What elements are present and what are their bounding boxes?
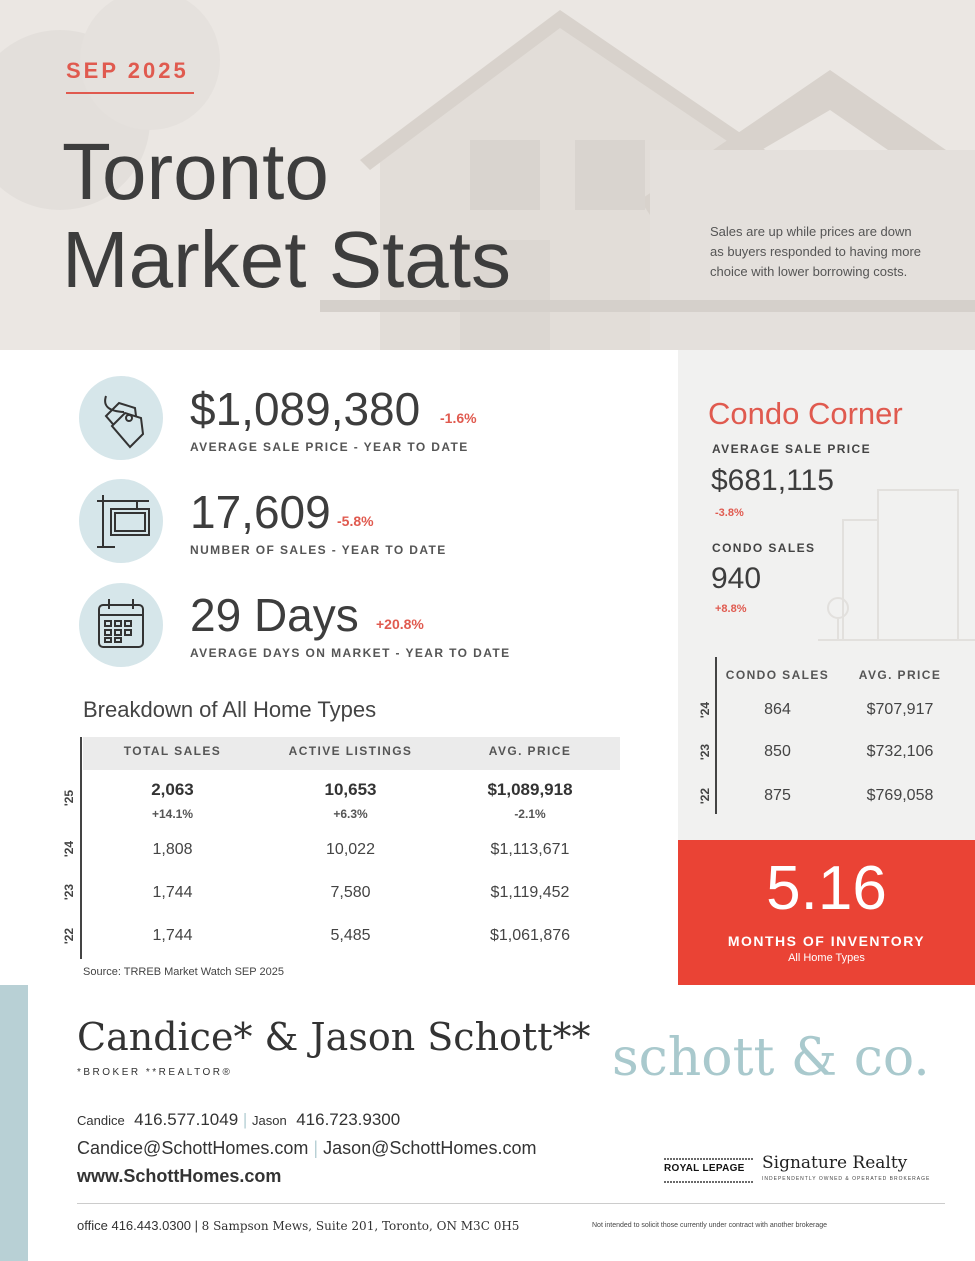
jason-label: Jason [252,1113,287,1128]
table-cell: $732,106 [866,743,934,760]
page-title [62,128,511,304]
website-link[interactable]: www.SchottHomes.com [77,1166,282,1186]
table-year-axis [80,737,82,959]
avg-sale-price-label: AVERAGE SALE PRICE - YEAR TO DATE [190,440,469,454]
table-cell-change: -2.1% [514,807,546,821]
row-year: '24 [698,701,712,719]
table-cell: 1,808 [152,841,193,858]
table-cell: 10,653 [324,780,377,799]
inventory-value: 5.16 [766,854,887,923]
condo-corner-title: Condo Corner [708,396,903,431]
signature-realty-tagline: INDEPENDENTLY OWNED & OPERATED BROKERAGE [762,1176,931,1182]
office-line [77,1218,519,1233]
number-of-sales-value: 17,609 [190,486,331,538]
for-sale-sign-icon [79,479,163,563]
condo-year-axis [715,657,717,814]
footer-divider [77,1203,945,1204]
number-of-sales-label: NUMBER OF SALES - YEAR TO DATE [190,543,447,557]
table-cell: 864 [764,701,791,718]
schott-co-logo: schott & co. [612,1028,930,1088]
office-phone[interactable]: 416.443.0300 [111,1218,191,1233]
agent-roles: *BROKER **REALTOR® [77,1067,233,1078]
table-cell-change: +14.1% [151,807,194,821]
header-total-sales: TOTAL SALES [123,744,222,758]
table-cell: 10,022 [326,841,375,858]
row-year: '25 [62,789,76,807]
table-cell: 1,744 [152,884,193,901]
title-line-2: Market Stats [62,215,512,304]
table-cell: 875 [764,787,791,804]
header-active-listings: ACTIVE LISTINGS [288,744,413,758]
accent-bar [0,985,28,1261]
table-cell: 1,744 [152,927,193,944]
separator: | [194,1218,199,1233]
table-cell: $769,058 [866,787,934,804]
header-avg-price: AVG. PRICE [488,744,572,758]
report-month: SEP 2025 [66,58,189,83]
jason-email-link[interactable]: Jason@SchottHomes.com [323,1138,537,1158]
signature-realty-name: Signature Realty [762,1153,908,1173]
condo-sales-change: +8.8% [715,603,747,615]
source-note: Source: TRREB Market Watch SEP 2025 [83,966,284,978]
royal-lepage-text: ROYAL LEPAGE [664,1163,745,1174]
table-cell: $707,917 [866,701,934,718]
condo-avg-change: -3.8% [715,507,744,519]
month-underline [66,92,194,94]
calendar-icon [79,583,163,667]
candice-phone[interactable]: 416.577.1049 [134,1110,239,1129]
agent-names: Candice* & Jason Schott** [77,1015,591,1059]
row-year: '23 [698,743,712,761]
condo-avg-value: $681,115 [711,464,834,497]
avg-sale-price-value: $1,089,380 [190,383,421,435]
table-cell: $1,119,452 [490,884,570,901]
days-on-market-value: 29 Days [190,589,359,641]
table-cell-change: +6.3% [333,807,368,821]
number-of-sales-change: -5.8% [337,513,374,529]
condo-header-sales: CONDO SALES [725,668,830,682]
intro-text: Sales are up while prices are down as buyers responded to having more choice with lower borrowing costs. [710,224,922,279]
inventory-label: MONTHS OF INVENTORY [727,933,926,949]
jason-phone[interactable]: 416.723.9300 [296,1110,401,1129]
days-on-market-change: +20.8% [376,616,424,632]
table-cell: 7,580 [330,884,371,901]
condo-header-price: AVG. PRICE [858,668,942,682]
breakdown-title: Breakdown of All Home Types [83,697,377,722]
row-year: '23 [62,883,76,901]
table-cell: 5,485 [330,927,371,944]
candice-label: Candice [77,1113,125,1128]
candice-email-link[interactable]: Candice@SchottHomes.com [77,1138,309,1158]
inventory-sub: All Home Types [788,952,865,964]
table-cell: $1,061,876 [489,927,571,944]
separator: | [242,1110,248,1129]
phone-line [77,1110,400,1130]
avg-sale-price-change: -1.6% [440,410,477,426]
condo-sales-label: CONDO SALES [712,541,816,555]
table-cell: 850 [764,743,791,760]
email-line [77,1138,536,1159]
condo-sales-value: 940 [711,562,762,595]
row-year: '22 [698,787,712,805]
condo-avg-label: AVERAGE SALE PRICE [712,442,871,456]
table-cell: 2,063 [151,780,194,799]
disclaimer: Not intended to solicit those currently under contract with another brokerage [592,1222,828,1229]
price-tag-icon [79,376,163,460]
row-year: '24 [62,840,76,858]
row-year: '22 [62,927,76,945]
table-cell: $1,089,918 [487,780,573,799]
separator: | [313,1138,319,1158]
title-line-1: Toronto [62,127,329,216]
table-cell: $1,113,671 [490,841,570,858]
office-label: office [77,1218,108,1233]
days-on-market-label: AVERAGE DAYS ON MARKET - YEAR TO DATE [190,646,511,660]
office-address: 8 Sampson Mews, Suite 201, Toronto, ON M3C 0H5 [201,1219,520,1233]
